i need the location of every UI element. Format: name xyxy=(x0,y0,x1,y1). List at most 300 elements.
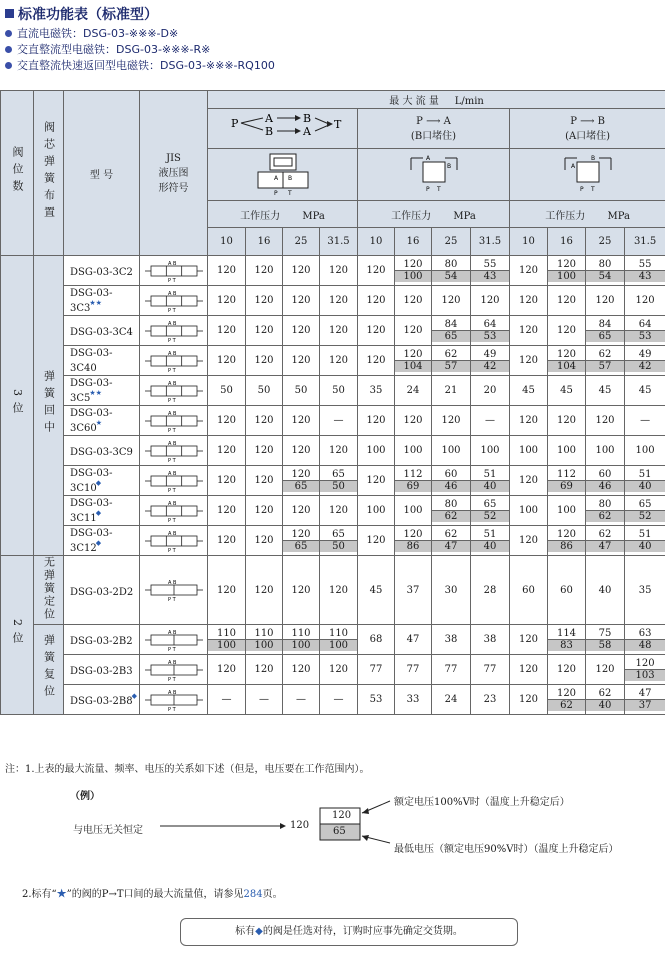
flow-g2-p1: 120 xyxy=(395,316,432,346)
flow-g3-p1: 60 xyxy=(548,556,586,625)
flow-g2-p3: 77 xyxy=(471,655,510,685)
flow-g2-p2-min: 54 xyxy=(432,271,470,282)
flow-g2-p3-rated: 51 xyxy=(471,529,509,541)
pressure-3-0: 10 xyxy=(510,228,548,256)
flow-g1-p2-rated: 120 xyxy=(283,469,319,481)
flow-g3-p1-min: 104 xyxy=(548,361,585,372)
flow-g3-p3: 100 xyxy=(625,436,665,466)
svg-text:T: T xyxy=(436,186,441,193)
jis-symbol-cell xyxy=(140,256,208,286)
position-3: 3位 xyxy=(1,256,34,556)
table-row xyxy=(1,406,665,436)
flow-g3-p3: 120 xyxy=(625,286,665,316)
page-title: 标准功能表（标准型） xyxy=(5,4,158,24)
flow-g2-p2-rated: 84 xyxy=(432,319,470,331)
flow-g3-p1: 45 xyxy=(548,376,586,406)
flow-g1-p1: — xyxy=(246,685,283,715)
svg-text:P T: P T xyxy=(167,277,176,282)
flow-g3-p2-min: 57 xyxy=(586,361,624,372)
flow-g1-p3 xyxy=(320,625,358,655)
flow-g1-p0: 50 xyxy=(208,376,246,406)
flow-g1-p2: 120 xyxy=(283,256,320,286)
table-row xyxy=(1,316,665,346)
flow-g3-p1-rated: 120 xyxy=(548,259,585,271)
flow-g1-p3: 120 xyxy=(320,346,358,376)
table-row xyxy=(1,526,665,556)
jis-symbol-icon xyxy=(144,350,204,372)
svg-text:A B: A B xyxy=(167,260,176,267)
flow-g1-p0: 120 xyxy=(208,256,246,286)
flow-g2-p3-rated: 55 xyxy=(471,259,509,271)
table-row xyxy=(1,346,665,376)
flow-g3-p1: 120 xyxy=(548,316,586,346)
flow-g1-p0: 120 xyxy=(208,526,246,556)
function-table xyxy=(0,90,665,715)
svg-text:B: B xyxy=(264,125,273,138)
flow-g1-p1: 120 xyxy=(246,526,283,556)
flow-g3-p1-rated: 114 xyxy=(548,628,585,640)
jis-symbol-icon xyxy=(144,320,204,342)
flow-g1-p3: 120 xyxy=(320,436,358,466)
jis-symbol-icon xyxy=(144,500,204,522)
model-cell: DSG-03-2B2 xyxy=(64,625,140,655)
jis-symbol-cell xyxy=(140,625,208,655)
flow-g1-p0: 120 xyxy=(208,496,246,526)
table-row xyxy=(1,625,665,655)
model-cell: DSG-03-3C5★★ xyxy=(64,376,140,406)
svg-text:P: P xyxy=(425,186,430,193)
mark-icon: ★ xyxy=(95,418,103,427)
flow-g2-p1-rated: 120 xyxy=(395,259,431,271)
jis-symbol-icon xyxy=(144,659,204,681)
jis-symbol-cell xyxy=(140,556,208,625)
flow-g2-p3-rated: 64 xyxy=(471,319,509,331)
flow-g2-p2-min: 57 xyxy=(432,361,470,372)
group2-flow: P ⟶ A (B口堵住) xyxy=(358,109,510,149)
flow-g3-p0: 120 xyxy=(510,526,548,556)
flow-g2-p1 xyxy=(395,346,432,376)
flow-g1-p2: 120 xyxy=(283,556,320,625)
h-spool: 阀芯弹簧布置 xyxy=(34,91,64,256)
flow-g1-p3: — xyxy=(320,685,358,715)
flow-g1-p3-min: 50 xyxy=(320,481,357,492)
valve-a-blocked-icon xyxy=(553,150,623,196)
jis-symbol-cell xyxy=(140,436,208,466)
flow-g3-p2: 45 xyxy=(586,376,625,406)
group3-symbol xyxy=(510,149,665,201)
flow-g3-p1-rated: 112 xyxy=(548,469,585,481)
flow-g2-p3 xyxy=(471,526,510,556)
flow-g2-p0: 120 xyxy=(358,256,395,286)
flow-g2-p3-rated: 51 xyxy=(471,469,509,481)
flow-g3-p0: 100 xyxy=(510,496,548,526)
flow-g1-p3-rated: 65 xyxy=(320,529,357,541)
svg-text:P T: P T xyxy=(167,646,176,651)
table-row xyxy=(1,466,665,496)
flow-g3-p3 xyxy=(625,655,665,685)
flow-g3-p2-min: 62 xyxy=(586,511,624,522)
example-120: 120 xyxy=(290,820,310,831)
flow-g3-p2 xyxy=(586,256,625,286)
svg-text:B: B xyxy=(590,155,595,162)
flow-g3-p2-rated: 60 xyxy=(586,469,624,481)
flow-g3-p0: 120 xyxy=(510,685,548,715)
flow-g3-p2-rated: 62 xyxy=(586,529,624,541)
flow-g3-p2 xyxy=(586,685,625,715)
flow-g3-p2-rated: 75 xyxy=(586,628,624,640)
star-icon: ★ xyxy=(56,889,67,900)
flow-g2-p0: 120 xyxy=(358,316,395,346)
flow-g3-p1 xyxy=(548,256,586,286)
flow-g3-p0: 120 xyxy=(510,286,548,316)
svg-text:P: P xyxy=(230,117,238,130)
mark-icon: ★★ xyxy=(89,298,102,307)
flow-g1-p0: 120 xyxy=(208,655,246,685)
svg-text:P T: P T xyxy=(167,517,176,522)
flow-g3-p0: 120 xyxy=(510,655,548,685)
flow-g3-p3 xyxy=(625,346,665,376)
flow-g2-p0: 45 xyxy=(358,556,395,625)
flow-g3-p2 xyxy=(586,496,625,526)
flow-g3-p0: 120 xyxy=(510,256,548,286)
flow-g1-p2: 120 xyxy=(283,346,320,376)
example-diagram xyxy=(150,795,410,845)
flow-g1-p2: 120 xyxy=(283,286,320,316)
bullet-quick-return: 交直整流快速返回型电磁铁：DSG-03-※※※-RQ100 xyxy=(5,57,275,73)
flow-g2-p3: 23 xyxy=(471,685,510,715)
flow-g1-p1-rated: 110 xyxy=(246,628,282,640)
svg-text:B: B xyxy=(287,175,292,182)
svg-text:P T: P T xyxy=(167,457,176,462)
flow-g2-p1 xyxy=(395,526,432,556)
flow-g2-p2-min: 62 xyxy=(432,511,470,522)
flow-g3-p0: 120 xyxy=(510,625,548,655)
jis-symbol-cell xyxy=(140,376,208,406)
group2-symbol xyxy=(358,149,510,201)
flow-g1-p1: 120 xyxy=(246,466,283,496)
table-row xyxy=(1,376,665,406)
flow-g1-p2-min: 100 xyxy=(283,640,319,651)
flow-g3-p1-rated: 120 xyxy=(548,688,585,700)
flow-g1-p1 xyxy=(246,625,283,655)
flow-g2-p3: 120 xyxy=(471,286,510,316)
flow-g1-p3 xyxy=(320,466,358,496)
flow-g3-p1-rated: 120 xyxy=(548,349,585,361)
flow-g1-p0-rated: 110 xyxy=(208,628,245,640)
flow-g1-p2: 120 xyxy=(283,655,320,685)
flow-g2-p3-rated: 65 xyxy=(471,499,509,511)
pressure-label-2: 工作压力 MPa xyxy=(358,201,510,228)
flow-g3-p3-rated: 64 xyxy=(625,319,665,331)
svg-text:P T: P T xyxy=(167,597,176,601)
flow-g3-p0: 120 xyxy=(510,466,548,496)
flow-g2-p2: 100 xyxy=(432,436,471,466)
svg-text:B: B xyxy=(302,112,311,125)
flow-g2-p0: 68 xyxy=(358,625,395,655)
flow-g1-p1: 120 xyxy=(246,496,283,526)
flow-g3-p2 xyxy=(586,316,625,346)
flow-g2-p2-min: 65 xyxy=(432,331,470,342)
flow-g2-p2: 77 xyxy=(432,655,471,685)
example-constant: 与电压无关恒定 xyxy=(73,825,143,836)
jis-symbol-cell xyxy=(140,496,208,526)
flow-g2-p0: 120 xyxy=(358,526,395,556)
flow-g3-p1 xyxy=(548,346,586,376)
flow-g1-p1: 120 xyxy=(246,286,283,316)
mark-icon: ◆ xyxy=(95,478,102,487)
flow-g2-p1-rated: 112 xyxy=(395,469,431,481)
flow-g1-p3-min: 50 xyxy=(320,541,357,552)
flow-g2-p1: 47 xyxy=(395,625,432,655)
model-cell: DSG-03-3C40 xyxy=(64,346,140,376)
flow-g3-p3-rated: 47 xyxy=(625,688,665,700)
flow-g1-p0: 120 xyxy=(208,286,246,316)
flow-g1-p3: 120 xyxy=(320,556,358,625)
table-row xyxy=(1,685,665,715)
jis-symbol-cell xyxy=(140,685,208,715)
jis-symbol-cell xyxy=(140,346,208,376)
flow-g2-p3 xyxy=(471,316,510,346)
svg-text:A B: A B xyxy=(167,470,176,477)
model-cell: DSG-03-2B3 xyxy=(64,655,140,685)
pressure-2-1: 16 xyxy=(395,228,432,256)
svg-text:P T: P T xyxy=(167,427,176,432)
flow-g3-p2-rated: 84 xyxy=(586,319,624,331)
flow-g3-p3: — xyxy=(625,406,665,436)
flow-g1-p3: 50 xyxy=(320,376,358,406)
flow-g3-p3-min: 40 xyxy=(625,541,665,552)
pressure-label-1: 工作压力 MPa xyxy=(208,201,358,228)
position-2: 2位 xyxy=(1,556,34,715)
flow-g2-p0: 35 xyxy=(358,376,395,406)
flow-g2-p1: 100 xyxy=(395,436,432,466)
jis-symbol-cell xyxy=(140,466,208,496)
flow-g3-p3 xyxy=(625,466,665,496)
jis-symbol-icon xyxy=(144,470,204,492)
flow-g2-p1-rated: 120 xyxy=(395,529,431,541)
flow-g1-p1: 120 xyxy=(246,406,283,436)
flow-g2-p3: 28 xyxy=(471,556,510,625)
diamond-icon: ◆ xyxy=(255,926,263,937)
jis-symbol-icon xyxy=(144,530,204,552)
svg-text:T: T xyxy=(287,190,292,196)
jis-symbol-icon xyxy=(144,629,204,651)
flow-g1-p2: — xyxy=(283,685,320,715)
pressure-1-3: 31.5 xyxy=(320,228,358,256)
jis-symbol-icon xyxy=(144,689,204,711)
flow-g1-p3: 120 xyxy=(320,256,358,286)
mark-icon: ◆ xyxy=(95,508,102,517)
svg-text:P T: P T xyxy=(167,367,176,372)
svg-text:A B: A B xyxy=(167,659,176,666)
flow-g3-p2: 120 xyxy=(586,655,625,685)
flow-g2-p3 xyxy=(471,346,510,376)
flow-g3-p1-min: 69 xyxy=(548,481,585,492)
flow-g2-p2 xyxy=(432,526,471,556)
flow-g1-p1: 120 xyxy=(246,655,283,685)
flow-g2-p0: 53 xyxy=(358,685,395,715)
flow-g1-p3-rated: 65 xyxy=(320,469,357,481)
bullet-rectified: 交直整流型电磁铁：DSG-03-※※※-R※ xyxy=(5,41,210,57)
flow-g3-p2-rated: 80 xyxy=(586,259,624,271)
svg-text:A B: A B xyxy=(167,440,176,447)
svg-text:P T: P T xyxy=(167,337,176,342)
jis-symbol-cell xyxy=(140,406,208,436)
rated-voltage-note: 额定电压100%V时（温度上升稳定后） xyxy=(394,797,570,808)
flow-g2-p2-rated: 60 xyxy=(432,469,470,481)
flow-g1-p1: 120 xyxy=(246,556,283,625)
svg-text:P: P xyxy=(273,190,278,196)
flow-g2-p3 xyxy=(471,496,510,526)
flow-g2-p2: 21 xyxy=(432,376,471,406)
spring-offset: 弹簧复位 xyxy=(34,625,64,715)
flow-g2-p2: 24 xyxy=(432,685,471,715)
svg-text:A: A xyxy=(273,175,278,182)
group1-flow xyxy=(208,109,358,149)
flow-g3-p2 xyxy=(586,625,625,655)
svg-text:A B: A B xyxy=(167,580,176,586)
svg-text:P T: P T xyxy=(167,397,176,402)
flow-g3-p1 xyxy=(548,526,586,556)
flow-g2-p3-min: 40 xyxy=(471,481,509,492)
svg-text:P T: P T xyxy=(167,307,176,312)
flow-g3-p2: 40 xyxy=(586,556,625,625)
flow-g3-p2: 120 xyxy=(586,406,625,436)
flow-g3-p3-min: 37 xyxy=(625,700,665,711)
table-row xyxy=(1,655,665,685)
mark-icon: ★★ xyxy=(89,388,102,397)
flow-g3-p3-rated: 51 xyxy=(625,469,665,481)
optional-note-box: 标有◆的阀是任选对待，订购时应事先确定交货期。 xyxy=(180,918,518,946)
flow-g1-p0: 120 xyxy=(208,556,246,625)
flow-g2-p1: 37 xyxy=(395,556,432,625)
jis-symbol-icon xyxy=(144,380,204,402)
svg-text:P T: P T xyxy=(167,706,176,711)
svg-text:T: T xyxy=(590,186,595,193)
flow-g1-p3-min: 100 xyxy=(320,640,357,651)
jis-symbol-icon xyxy=(144,440,204,462)
flow-g3-p3-min: 52 xyxy=(625,511,665,522)
flow-g1-p0: 120 xyxy=(208,316,246,346)
pressure-1-2: 25 xyxy=(283,228,320,256)
flow-g2-p2-rated: 80 xyxy=(432,259,470,271)
table-row xyxy=(1,556,665,625)
flow-g3-p3 xyxy=(625,496,665,526)
flow-g2-p3-min: 52 xyxy=(471,511,509,522)
jis-symbol-cell xyxy=(140,526,208,556)
flow-g1-p1-min: 100 xyxy=(246,640,282,651)
flow-g1-p0-min: 100 xyxy=(208,640,245,651)
flow-g2-p1: 77 xyxy=(395,655,432,685)
pressure-2-3: 31.5 xyxy=(471,228,510,256)
flow-g3-p1 xyxy=(548,685,586,715)
flow-g2-p1-rated: 120 xyxy=(395,349,431,361)
flow-g2-p1-min: 69 xyxy=(395,481,431,492)
group3-flow: P ⟶ B (A口堵住) xyxy=(510,109,665,149)
jis-symbol-icon xyxy=(144,579,204,601)
flow-g3-p1: 120 xyxy=(548,655,586,685)
svg-text:A B: A B xyxy=(167,410,176,417)
flow-g2-p3: — xyxy=(471,406,510,436)
pressure-3-3: 31.5 xyxy=(625,228,665,256)
spring-centered: 弹簧回中 xyxy=(34,256,64,556)
flow-g2-p2-min: 46 xyxy=(432,481,470,492)
flow-g3-p3-rated: 63 xyxy=(625,628,665,640)
flow-g3-p2-min: 40 xyxy=(586,700,624,711)
example-65: 65 xyxy=(333,826,346,837)
note-1: 注：1.上表的最大流量、频率、电压的关系如下述（但是，电压要在工作范围内）。 xyxy=(5,764,370,775)
flow-g2-p3-min: 43 xyxy=(471,271,509,282)
flow-g3-p3-min: 40 xyxy=(625,481,665,492)
jis-symbol-icon xyxy=(144,410,204,432)
table-row xyxy=(1,286,665,316)
flow-g1-p1: 120 xyxy=(246,316,283,346)
flow-g3-p2-min: 46 xyxy=(586,481,624,492)
flow-g1-p2-min: 65 xyxy=(283,481,319,492)
flow-g3-p1: 120 xyxy=(548,406,586,436)
flow-g2-p0: 120 xyxy=(358,406,395,436)
model-cell: DSG-03-3C4 xyxy=(64,316,140,346)
svg-text:T: T xyxy=(333,118,341,131)
flow-path-diagram xyxy=(223,112,343,142)
flow-g2-p2-rated: 62 xyxy=(432,349,470,361)
model-cell: DSG-03-3C60★ xyxy=(64,406,140,436)
example-120-rated: 120 xyxy=(332,810,352,821)
h-maxflow: 最 大 流 量 L/min xyxy=(208,91,665,109)
flow-g2-p0: 100 xyxy=(358,496,395,526)
flow-g2-p3-min: 53 xyxy=(471,331,509,342)
flow-g2-p2 xyxy=(432,256,471,286)
flow-g3-p0: 120 xyxy=(510,346,548,376)
flow-g3-p3-min: 53 xyxy=(625,331,665,342)
jis-symbol-icon xyxy=(144,290,204,312)
flow-g2-p0: 120 xyxy=(358,466,395,496)
flow-g2-p2-min: 47 xyxy=(432,541,470,552)
model-cell: DSG-03-3C3★★ xyxy=(64,286,140,316)
flow-g3-p2-min: 65 xyxy=(586,331,624,342)
flow-g3-p3 xyxy=(625,526,665,556)
flow-g2-p1: 100 xyxy=(395,496,432,526)
flow-g1-p3-rated: 110 xyxy=(320,628,357,640)
flow-g2-p1 xyxy=(395,256,432,286)
flow-g3-p1 xyxy=(548,466,586,496)
flow-g2-p1-min: 86 xyxy=(395,541,431,552)
flow-g3-p2: 100 xyxy=(586,436,625,466)
svg-text:A B: A B xyxy=(167,380,176,387)
svg-text:A: A xyxy=(570,163,575,170)
flow-g2-p3-rated: 49 xyxy=(471,349,509,361)
flow-g2-p2 xyxy=(432,316,471,346)
flow-g1-p0: — xyxy=(208,685,246,715)
flow-g3-p3 xyxy=(625,625,665,655)
flow-g1-p2 xyxy=(283,625,320,655)
flow-g2-p2: 120 xyxy=(432,406,471,436)
svg-text:P T: P T xyxy=(167,547,176,552)
lowest-voltage-note: 最低电压（额定电压90%V时）（温度上升稳定后） xyxy=(394,844,619,855)
model-cell: DSG-03-3C11◆ xyxy=(64,496,140,526)
flow-g2-p1: 24 xyxy=(395,376,432,406)
flow-g3-p0: 120 xyxy=(510,406,548,436)
flow-g3-p1: 120 xyxy=(548,286,586,316)
h-jis: JIS 液压图 形符号 xyxy=(140,91,208,256)
flow-g2-p2: 30 xyxy=(432,556,471,625)
flow-g3-p1-min: 62 xyxy=(548,700,585,711)
flow-g2-p3: 38 xyxy=(471,625,510,655)
svg-text:P T: P T xyxy=(167,676,176,681)
pressure-1-0: 10 xyxy=(208,228,246,256)
flow-g2-p3 xyxy=(471,466,510,496)
flow-g2-p0: 77 xyxy=(358,655,395,685)
